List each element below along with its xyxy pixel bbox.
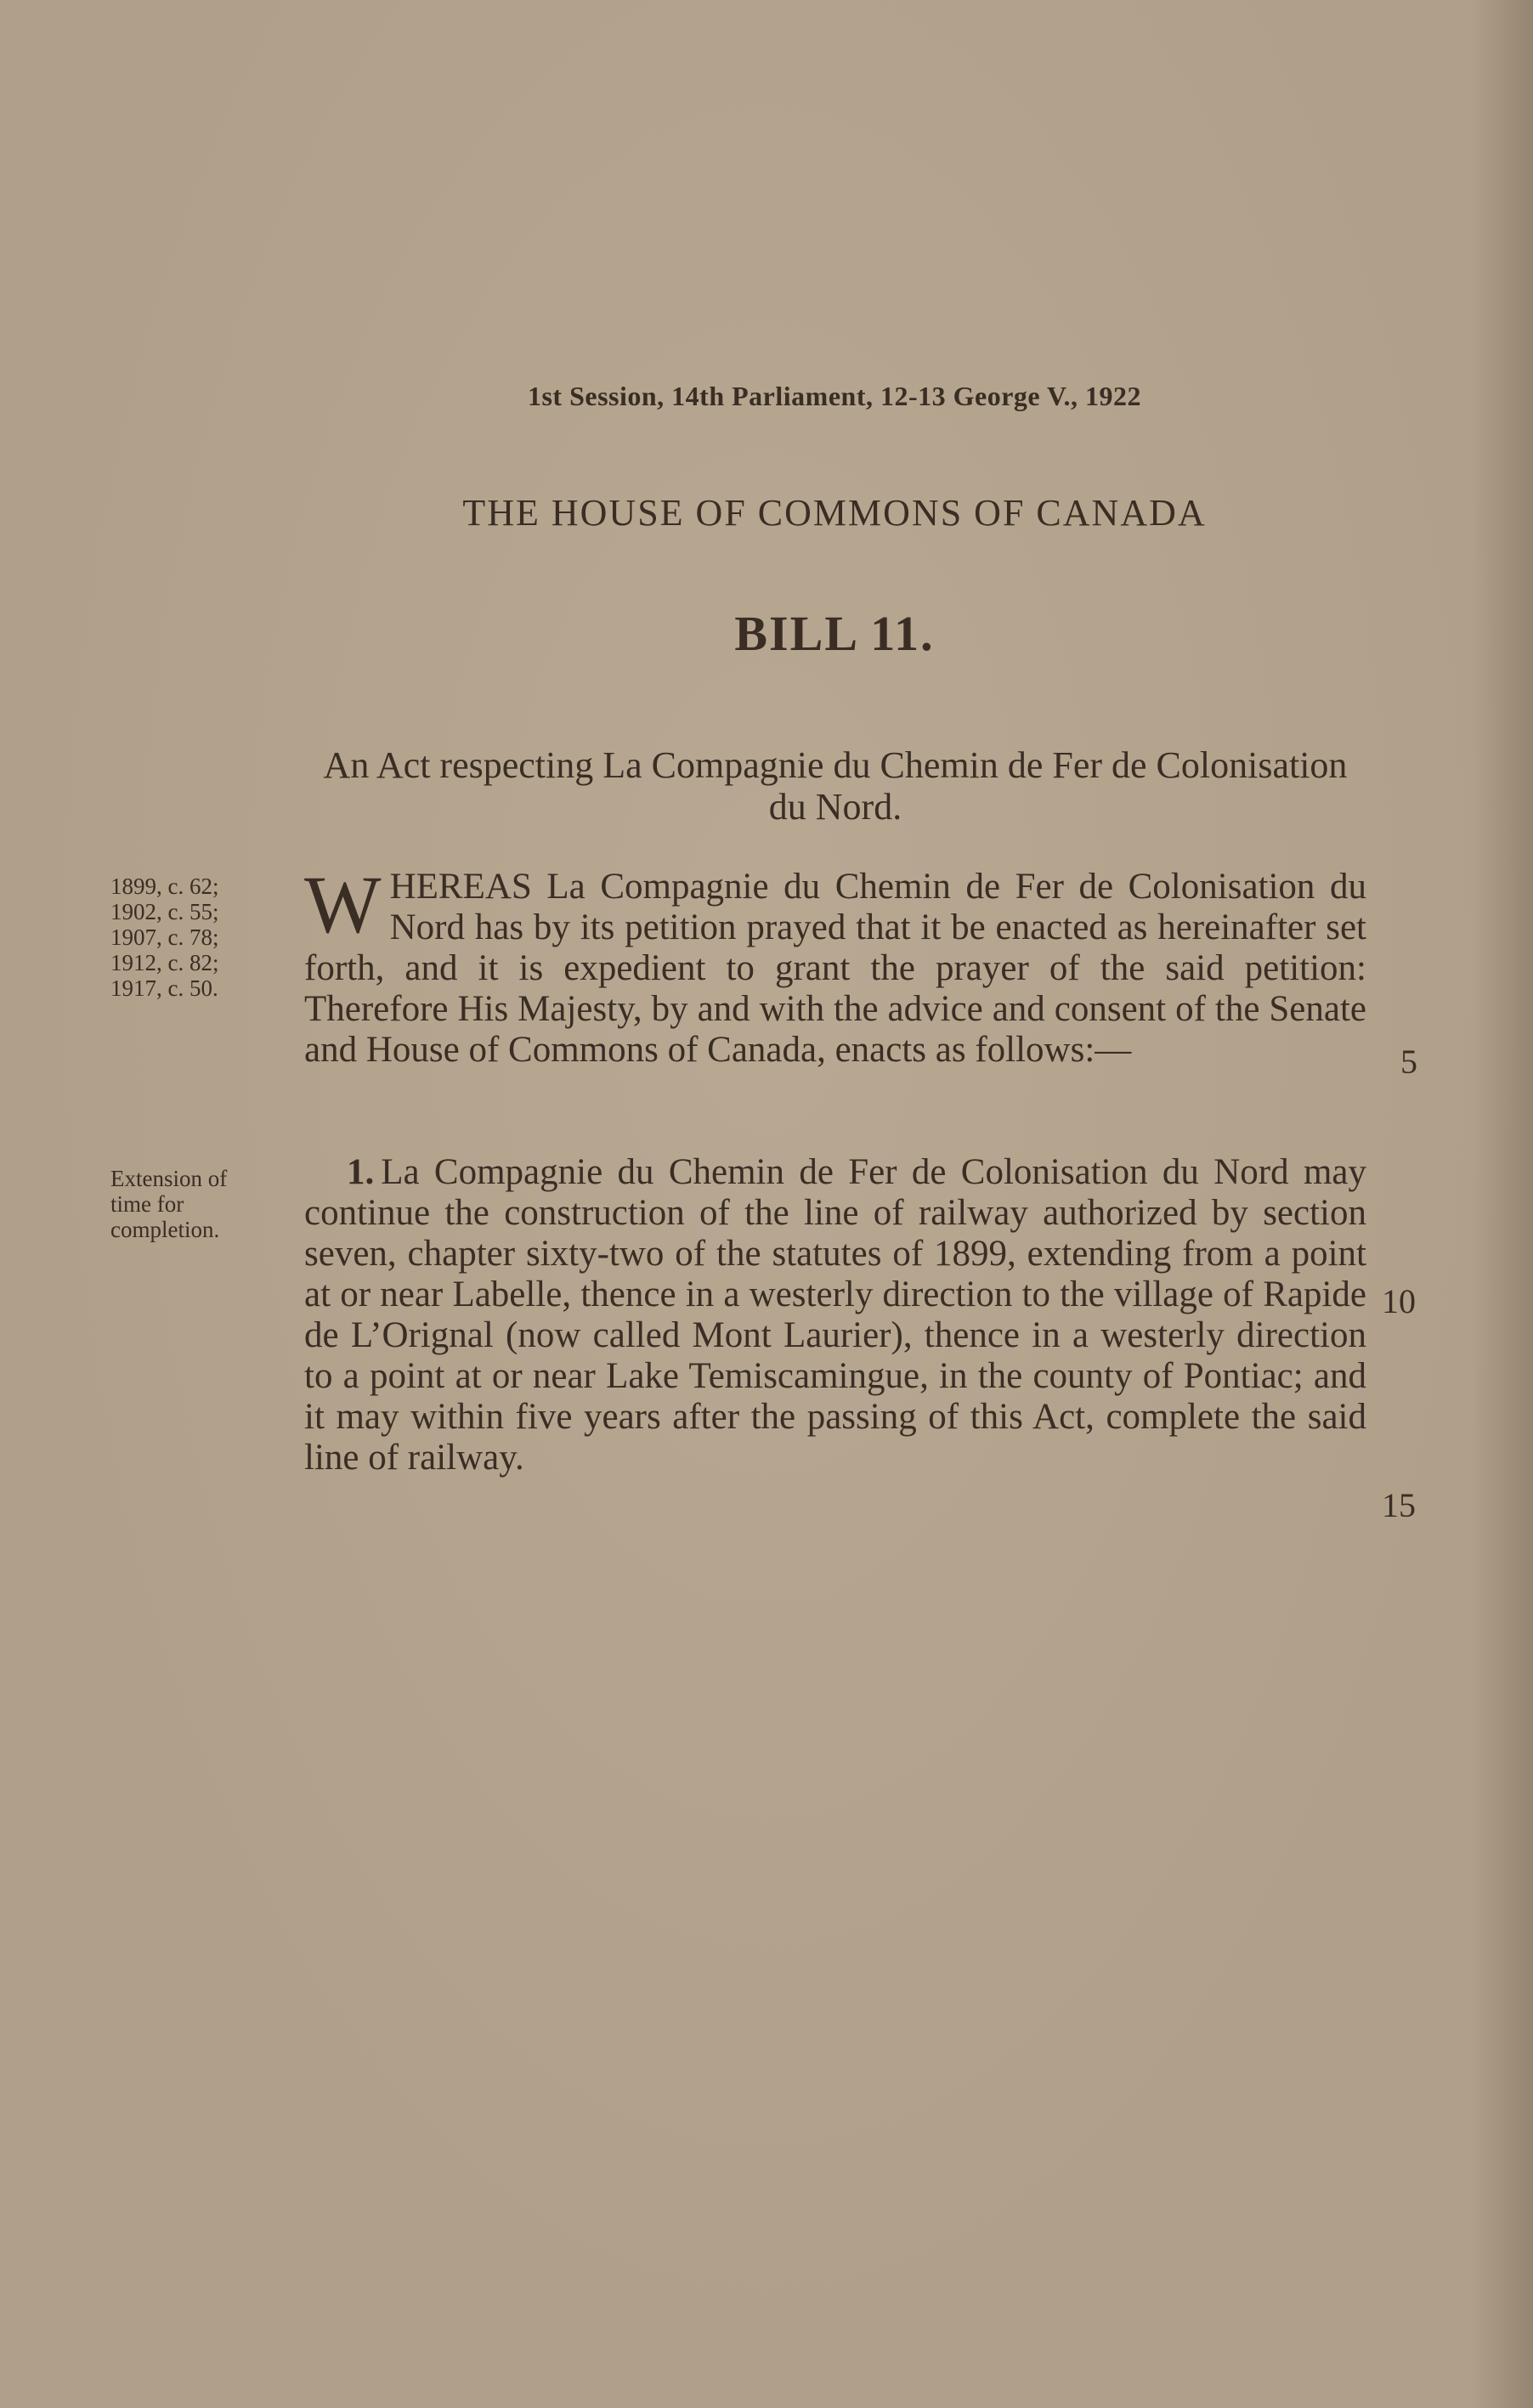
act-title: An Act respecting La Compagnie du Chemin de Fer de Colonisation du Nord. — [323, 744, 1348, 828]
drop-cap: W — [304, 859, 382, 950]
preamble-text: HEREAS La Compagnie du Chemin de Fer de Colonisation du Nord has by its petition prayed that it be enacted as hereinafter set forth, and it is expedient to grant the prayer of the said petition: Therefore His Majesty, by and with the advice and consent of the Senate and House of Commons of Canada, enacts as follows:— — [304, 867, 1366, 1070]
note-line: Extension of — [110, 1166, 228, 1191]
margin-note-extension — [110, 1166, 280, 1242]
preamble-paragraph — [304, 859, 1366, 1071]
session-heading: 1st Session, 14th Parliament, 12-13 George V., 1922 — [527, 381, 1142, 411]
line-number: 10 — [1382, 1282, 1416, 1320]
section-1-text: La Compagnie du Chemin de Fer de Colonisation du Nord may continue the construction of the line of railway authorized by section seven, chapter sixty-two of the statutes of 1899, extending from a point at or near Labelle, thence in a westerly direction to the village of Rapide de L’Orignal (now called Mont Laurier), thence in a westerly direction to a point at or near Lake Temiscamingue, in the county of Pontiac; and it may within five years after the passing of this Act, complete the said line of railway. — [304, 1152, 1366, 1478]
section-number: 1. — [347, 1152, 375, 1192]
line-number: 15 — [1382, 1486, 1416, 1524]
citation-line: 1899, c. 62; — [110, 873, 219, 899]
house-heading: THE HOUSE OF COMMONS OF CANADA — [462, 492, 1207, 534]
line-number: 5 — [1400, 1043, 1417, 1081]
note-line: time for — [110, 1191, 184, 1217]
citation-line: 1907, c. 78; — [110, 924, 219, 950]
citation-line: 1912, c. 82; — [110, 950, 219, 975]
margin-note-citations — [110, 873, 280, 1001]
bill-number: BILL 11. — [734, 606, 935, 661]
section-1-paragraph — [304, 1152, 1366, 1478]
citation-line: 1917, c. 50. — [110, 975, 218, 1001]
citation-line: 1902, c. 55; — [110, 899, 219, 924]
note-line: completion. — [110, 1217, 220, 1242]
